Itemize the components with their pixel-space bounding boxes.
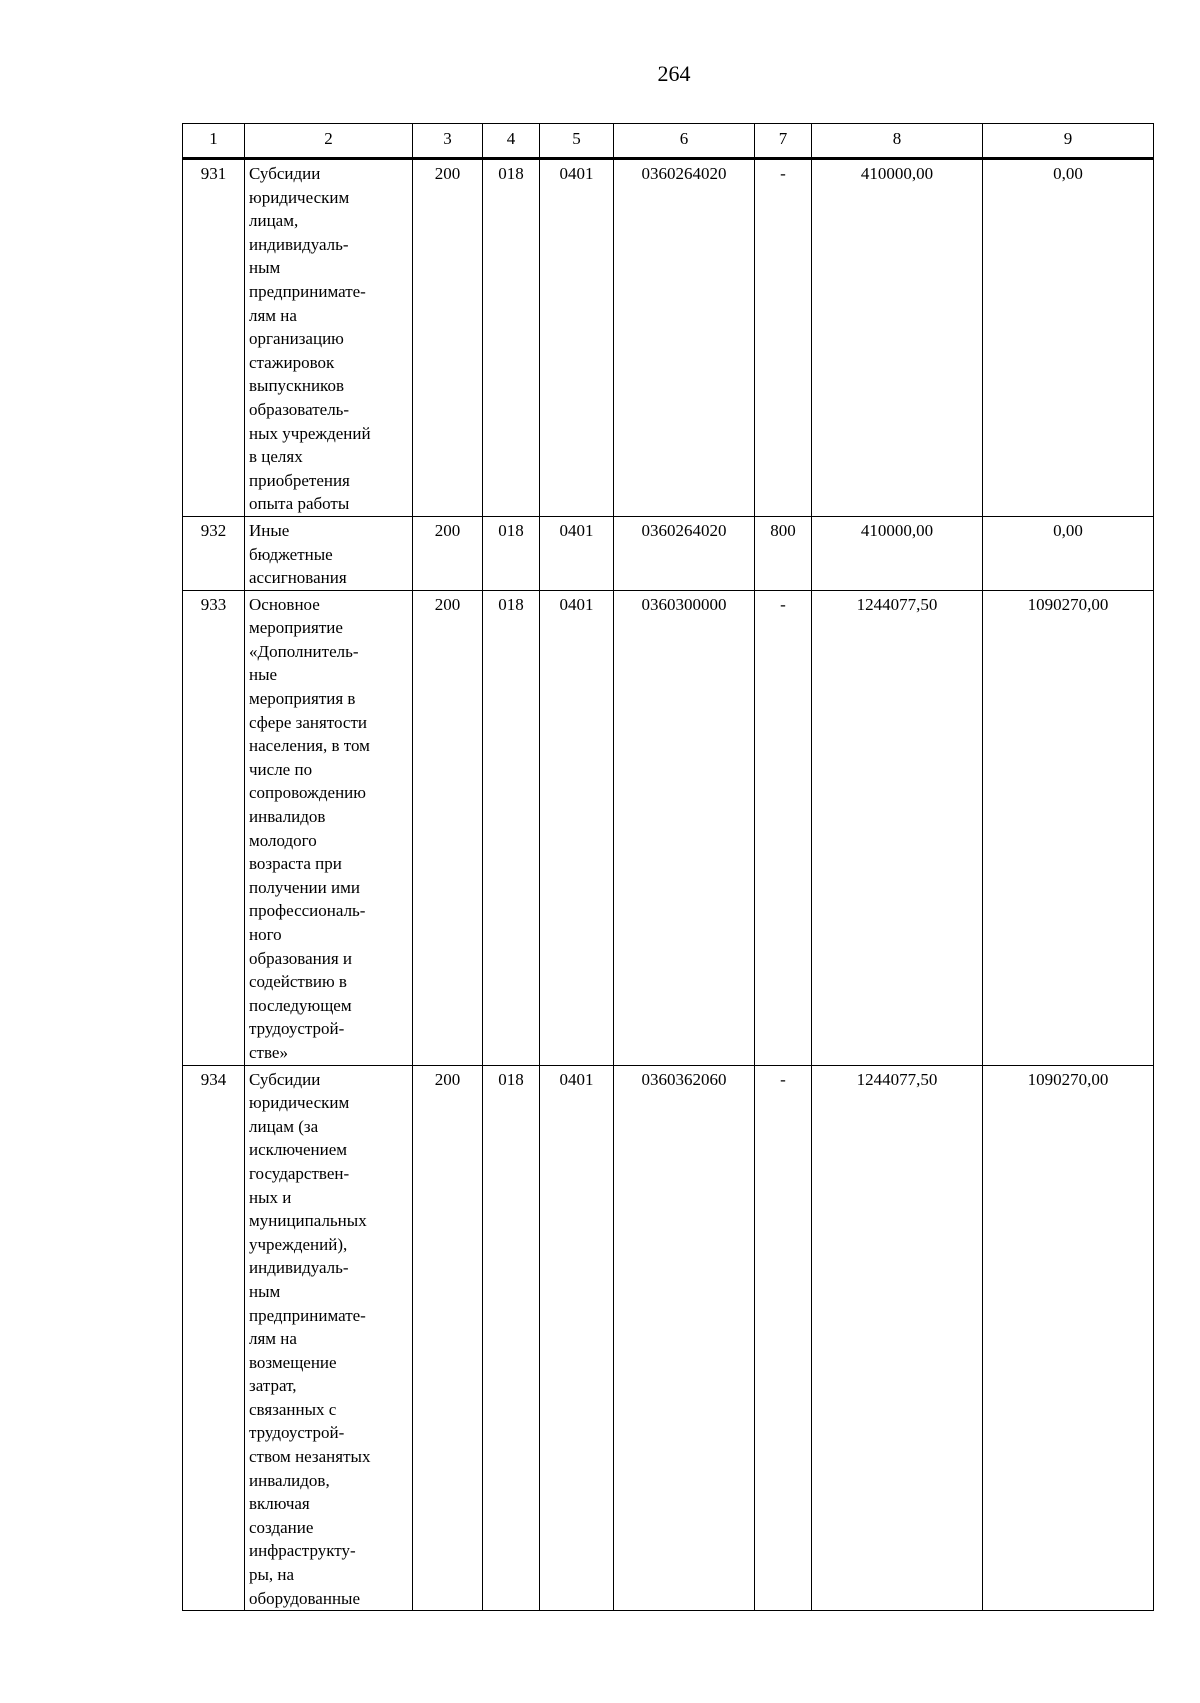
amount-cell-9: 1090270,00 — [983, 590, 1154, 1065]
name-line: получении ими — [249, 877, 360, 897]
code-cell-3: 200 — [413, 1065, 483, 1611]
row-number-cell: 933 — [183, 590, 245, 1065]
name-line: мероприятия в — [249, 689, 356, 709]
code-cell-6: 0360264020 — [614, 516, 755, 590]
name-line: профессиональ- — [249, 901, 366, 921]
name-line: содействию в — [249, 972, 347, 992]
name-line: в целях — [249, 447, 303, 467]
column-header: 1 — [183, 124, 245, 159]
column-header: 2 — [245, 124, 413, 159]
name-line: ных учреждений — [249, 423, 371, 443]
code-cell-5: 0401 — [540, 516, 614, 590]
table-body — [183, 159, 1154, 1611]
name-line: создание — [249, 1517, 314, 1537]
name-line: ным — [249, 1281, 281, 1301]
name-line: трудоустрой- — [249, 1423, 345, 1443]
amount-cell-9: 1090270,00 — [983, 1065, 1154, 1611]
page-number: 264 — [657, 61, 691, 86]
code-cell-4: 018 — [483, 1065, 540, 1611]
amount-cell-8: 1244077,50 — [812, 1065, 983, 1611]
row-name-cell — [245, 159, 413, 517]
amount-cell-8: 410000,00 — [812, 159, 983, 517]
name-line: стве» — [249, 1042, 288, 1062]
name-line: Иные — [249, 520, 290, 540]
name-line: последующем — [249, 995, 352, 1015]
header-row — [183, 124, 1154, 159]
name-line: мероприятие — [249, 618, 343, 638]
column-header: 3 — [413, 124, 483, 159]
name-line: связанных с — [249, 1399, 337, 1419]
name-line: Субсидии — [249, 164, 321, 183]
name-line: ного — [249, 925, 282, 944]
code-cell-5: 0401 — [540, 159, 614, 517]
row-number-cell: 934 — [183, 1065, 245, 1611]
code-cell-5: 0401 — [540, 590, 614, 1065]
budget-table — [182, 123, 1154, 1611]
name-line: лям на — [249, 1329, 297, 1349]
name-line: ством незанятых — [249, 1447, 371, 1467]
name-line: лям на — [249, 305, 297, 325]
name-line: ных и — [249, 1187, 292, 1207]
name-line: трудоустрой- — [249, 1019, 345, 1039]
name-line: юридическим — [249, 187, 350, 207]
amount-cell-9: 0,00 — [983, 159, 1154, 517]
name-line: приобретения — [249, 470, 350, 490]
name-line: индивидуаль- — [249, 234, 349, 254]
name-line: опыта работы — [249, 494, 350, 514]
code-cell-3: 200 — [413, 159, 483, 517]
table-row — [183, 1065, 1154, 1611]
name-line: образования и — [249, 948, 353, 968]
name-line: государствен- — [249, 1163, 350, 1183]
code-cell-6: 0360300000 — [614, 590, 755, 1065]
code-cell-3: 200 — [413, 516, 483, 590]
name-line: ным — [249, 258, 281, 278]
column-header: 5 — [540, 124, 614, 159]
name-line: «Дополнитель- — [249, 641, 359, 661]
name-line: учреждений), — [249, 1234, 348, 1254]
amount-cell-8: 1244077,50 — [812, 590, 983, 1065]
name-line: Основное — [249, 594, 320, 614]
table-row — [183, 159, 1154, 517]
code-cell-7: - — [755, 159, 812, 517]
name-line: юридическим — [249, 1093, 350, 1113]
name-line: индивидуаль- — [249, 1258, 349, 1278]
table-row — [183, 516, 1154, 590]
name-line: предпринимате- — [249, 281, 366, 301]
row-number-cell: 932 — [183, 516, 245, 590]
name-line: бюджетные — [249, 544, 333, 564]
table-row — [183, 590, 1154, 1065]
row-number-cell: 931 — [183, 159, 245, 517]
row-name-cell — [245, 516, 413, 590]
name-line: возмещение — [249, 1352, 337, 1372]
code-cell-4: 018 — [483, 159, 540, 517]
name-line: Субсидии — [249, 1069, 321, 1089]
name-line: лицам, — [249, 211, 299, 231]
row-name-cell — [245, 1065, 413, 1611]
name-line: ры, на — [249, 1565, 295, 1585]
amount-cell-9: 0,00 — [983, 516, 1154, 590]
amount-cell-8: 410000,00 — [812, 516, 983, 590]
column-header: 9 — [983, 124, 1154, 159]
name-line: возраста при — [249, 854, 342, 874]
name-line: сфере занятости — [249, 712, 367, 732]
name-line: населения, в том — [249, 736, 370, 756]
name-line: молодого — [249, 830, 317, 850]
name-line: оборудованные — [249, 1588, 361, 1608]
name-line: стажировок — [249, 352, 335, 372]
name-line: затрат, — [249, 1376, 297, 1396]
name-line: организацию — [249, 329, 344, 349]
column-header: 4 — [483, 124, 540, 159]
code-cell-4: 018 — [483, 516, 540, 590]
name-line: ные — [249, 665, 278, 685]
name-line: инвалидов — [249, 807, 326, 827]
code-cell-5: 0401 — [540, 1065, 614, 1611]
column-header: 8 — [812, 124, 983, 159]
name-line: числе по — [249, 759, 313, 779]
code-cell-4: 018 — [483, 590, 540, 1065]
code-cell-7: 800 — [755, 516, 812, 590]
name-line: образователь- — [249, 399, 350, 419]
name-line: инфраструкту- — [249, 1541, 356, 1561]
code-cell-6: 0360264020 — [614, 159, 755, 517]
column-header: 6 — [614, 124, 755, 159]
code-cell-7: - — [755, 1065, 812, 1611]
code-cell-7: - — [755, 590, 812, 1065]
name-line: исключением — [249, 1140, 348, 1160]
row-name-cell — [245, 590, 413, 1065]
column-header: 7 — [755, 124, 812, 159]
name-line: муниципальных — [249, 1211, 367, 1231]
name-line: инвалидов, — [249, 1470, 330, 1490]
code-cell-3: 200 — [413, 590, 483, 1065]
name-line: выпускников — [249, 376, 344, 396]
name-line: включая — [249, 1494, 310, 1514]
name-line: лицам (за — [249, 1116, 319, 1136]
name-line: сопровождению — [249, 783, 366, 803]
name-line: предпринимате- — [249, 1305, 366, 1325]
name-line: ассигнования — [249, 568, 347, 588]
code-cell-6: 0360362060 — [614, 1065, 755, 1611]
